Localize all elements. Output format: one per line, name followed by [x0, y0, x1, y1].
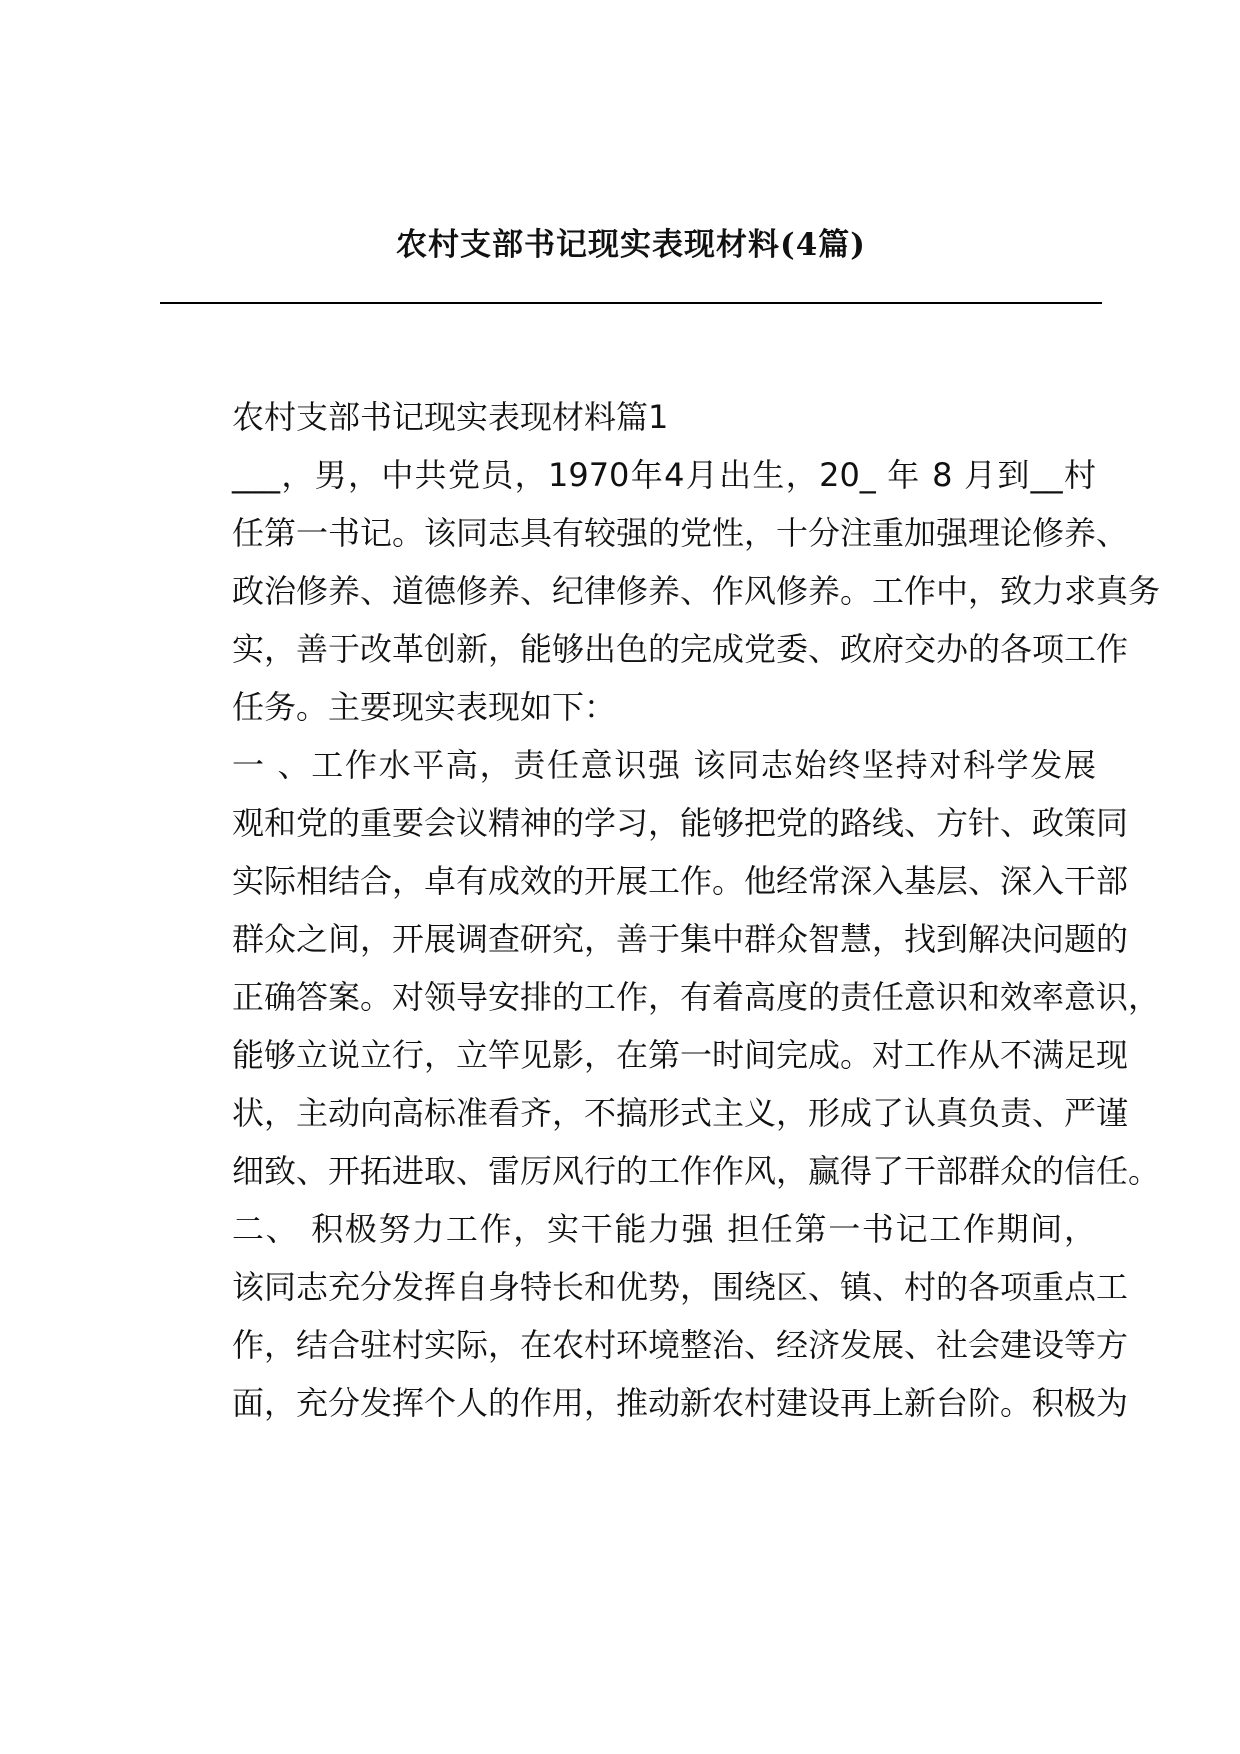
paragraph-intro — [166, 446, 1161, 736]
text-line: 一 、工作水平高，责任意识强 该同志始终坚持对科学发展 — [232, 746, 1096, 784]
text-line: 面，充分发挥个人的作用，推动新农村建设再上新台阶。积极为 — [232, 1384, 1129, 1422]
text-line: 任务。主要现实表现如下： — [232, 688, 617, 726]
text-line: 实，善于改革创新，能够出色的完成党委、政府交办的各项工作 — [232, 630, 1129, 668]
title-underline — [160, 302, 1102, 304]
paragraph-section-two — [166, 1200, 1129, 1432]
text-line: 能够立说立行，立竿见影，在第一时间完成。对工作从不满足现 — [232, 1036, 1129, 1074]
text-line: 状，主动向高标准看齐，不搞形式主义，形成了认真负责、严谨 — [232, 1094, 1129, 1132]
text-line: 二、 积极努力工作，实干能力强 担任第一书记工作期间， — [232, 1210, 1096, 1248]
document-title: 农村支部书记现实表现材料(4篇) — [396, 227, 866, 263]
document-body — [166, 388, 1161, 1432]
text-line: 任第一书记。该同志具有较强的党性，十分注重加强理论修养、 — [232, 514, 1129, 552]
text-line: 作，结合驻村实际，在农村环境整治、经济发展、社会建设等方 — [232, 1326, 1129, 1364]
paragraph-section-one — [166, 736, 1161, 1200]
text-line: 细致、开拓进取、雷厉风行的工作作风，赢得了干部群众的信任。 — [232, 1152, 1161, 1190]
section-heading: 农村支部书记现实表现材料篇1 — [232, 398, 669, 436]
text-line: 该同志充分发挥自身特长和优势，围绕区、镇、村的各项重点工 — [232, 1268, 1129, 1306]
text-line: 正确答案。对领导安排的工作，有着高度的责任意识和效率意识， — [232, 978, 1161, 1016]
text-line: ___，男，中共党员，1970年4月出生，20_ 年 8 月到__村 — [232, 456, 1096, 494]
text-line: 观和党的重要会议精神的学习，能够把党的路线、方针、政策同 — [232, 804, 1129, 842]
text-line: 政治修养、道德修养、纪律修养、作风修养。工作中，致力求真务 — [232, 572, 1161, 610]
text-line: 群众之间，开展调查研究，善于集中群众智慧，找到解决问题的 — [232, 920, 1129, 958]
text-line: 实际相结合，卓有成效的开展工作。他经常深入基层、深入干部 — [232, 862, 1129, 900]
